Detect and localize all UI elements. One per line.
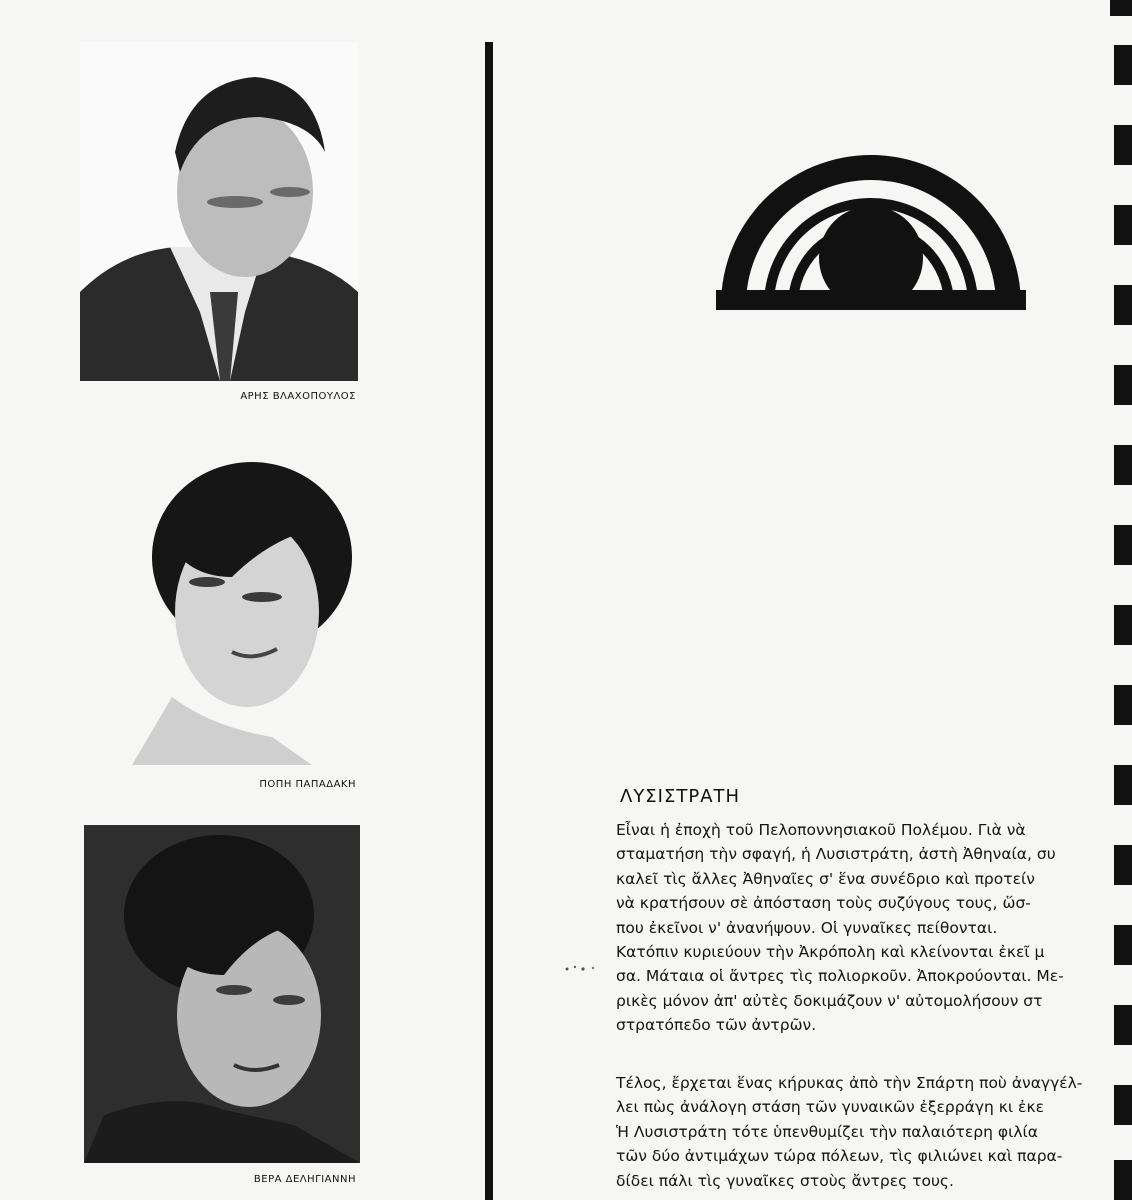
- article-title: ΛΥΣΙΣΤΡΑΤΗ: [620, 786, 741, 807]
- binding-mark: [1114, 1085, 1132, 1125]
- binding-mark: [1114, 925, 1132, 965]
- article-paragraph-2: [616, 1071, 1132, 1193]
- binding-mark: [1114, 365, 1132, 405]
- binding-mark: [1114, 605, 1132, 645]
- article-paragraph-1: [616, 818, 1132, 1038]
- paragraph-line: Εἶναι ἡ ἐποχὴ τοῦ Πελοποννησιακοῦ Πολέμου. Γιὰ νὰ: [616, 821, 1026, 839]
- binding-mark: [1114, 765, 1132, 805]
- portrait-caption-aris: ΑΡΗΣ ΒΛΑΧΟΠΟΥΛΟΣ: [240, 391, 356, 402]
- man-portrait-image: [80, 42, 358, 381]
- paragraph-line: σταματήση τὴν σφαγή, ἡ Λυσιστράτη, ἀστὴ Ἀθηναία, συ: [616, 845, 1056, 864]
- binding-mark: [1114, 845, 1132, 885]
- binding-mark: [1114, 1160, 1132, 1200]
- paragraph-line: δίδει πάλι τὶς γυναῖκες στοὺς ἄντρες τους.: [616, 1171, 954, 1190]
- paragraph-line: Τέλος, ἔρχεται ἕνας κήρυκας ἀπὸ τὴν Σπάρτη ποὺ ἀναγγέλ-: [616, 1074, 1083, 1092]
- paragraph-line: σα. Μάταια οἱ ἄντρες τὶς πολιορκοῦν. Ἀποκρούονται. Με-: [616, 967, 1064, 986]
- paragraph-line: ρικὲς μόνον ἀπ' αὐτὲς δοκιμάζουν ν' αὐτομολήσουν στ: [616, 991, 1043, 1010]
- paragraph-line: τῶν δύο ἀντιμάχων τώρα πόλεων, τὶς φιλιώνει καὶ παρα-: [616, 1147, 1063, 1166]
- binding-mark: [1114, 125, 1132, 165]
- binding-mark: [1114, 685, 1132, 725]
- portrait-photo-popi: [112, 437, 358, 765]
- paragraph-line: που ἐκεῖνοι ν' ἀνανήψουν. Οἱ γυναῖκες πείθονται.: [616, 918, 998, 937]
- paragraph-line: Ἡ Λυσιστράτη τότε ὑπενθυμίζει τὴν παλαιότερη φιλία: [616, 1122, 1038, 1141]
- ink-smudge: [563, 963, 599, 973]
- binding-mark: [1114, 525, 1132, 565]
- paragraph-line: λει πὼς ἀνάλογη στάση τῶν γυναικῶν ἐξερράγη κι ἐκε: [616, 1098, 1044, 1117]
- paragraph-line: στρατόπεδο τῶν ἀντρῶν.: [616, 1016, 817, 1035]
- portrait-photo-vera: [84, 825, 360, 1163]
- woman-portrait-image-2: [84, 825, 360, 1163]
- binding-mark: [1110, 0, 1132, 16]
- binding-mark: [1114, 205, 1132, 245]
- theatre-logo: [716, 150, 1026, 310]
- paragraph-line: Κατόπιν κυριεύουν τὴν Ἀκρόπολη καὶ κλείνονται ἐκεῖ μ: [616, 943, 1045, 962]
- column-divider: [485, 42, 493, 1200]
- woman-portrait-image: [112, 437, 358, 765]
- binding-mark: [1114, 445, 1132, 485]
- portrait-photo-aris: [80, 42, 358, 381]
- paragraph-line: καλεῖ τὶς ἄλλες Ἀθηναῖες σ' ἕνα συνέδριο καὶ προτείν: [616, 869, 1035, 888]
- binding-mark: [1114, 1005, 1132, 1045]
- binding-mark: [1114, 285, 1132, 325]
- binding-mark: [1114, 45, 1132, 85]
- portrait-caption-popi: ΠΟΠΗ ΠΑΠΑΔΑΚΗ: [259, 779, 356, 790]
- portrait-caption-vera: ΒΕΡΑ ΔΕΛΗΓΙΑΝΝΗ: [253, 1174, 356, 1185]
- paragraph-line: νὰ κρατήσουν σὲ ἀπόσταση τοὺς συζύγους τους, ὥσ-: [616, 894, 1031, 913]
